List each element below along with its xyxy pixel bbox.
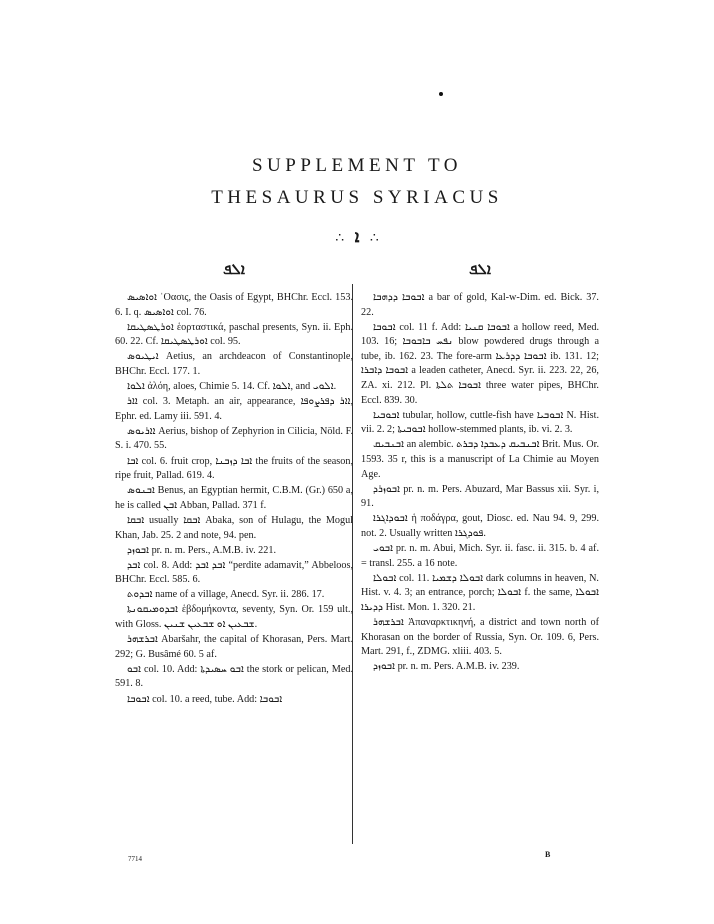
dictionary-entry: ܐܘܪܛܣܛܝܩܐ ἑορταστικά, paschal presents, Syn. ii. Eph. 60. 22. Cf. ܐܘܪܛܣܛܝܩܐ col. 95.	[115, 321, 353, 348]
dictionary-entry: ܐܠܘܐ ἀλόη, aloes, Chimie 5. 14. Cf. ܐܠܘܐ, and ܐܠܘܝ.	[127, 381, 337, 393]
dictionary-entry: ܐܒܘܒܐ col. 11 f. Add: ܐܒܘܒܐ ܩܢܝܐ a hollow reed, Med. 103. 16; ܢܦܚ ܒܐܒܘܒܐ blow powdered drugs through a tube, ib. 162. 23. The fore-arm ܐܒܘܒܐ ܕܕܪܥܐ ib. 131. 12; ܐܒܘܒܐ ܕܐܒܪܐ a leaden catheter, Anecd. Syr. ii. 223. 22, 26, ZA. xi. 212. Pl. ܐܒܘܒܐ ܬܠܬܐ three water pipes, BHChr. Eccl. 839. 30.	[361, 321, 600, 406]
dictionary-entry: ܐܒܢܒܝܩ an alembic. ܐܒܢܒܝܩ ܕܥܒܕܐ ܕܒܪܬ Brit. Mus. Or. 1593. 35 r, this is a manuscript of La Chimie au Moyen Age.	[361, 439, 600, 480]
dictionary-entry: ܐܒܘܒܐ ܕܕܗܒܐ a bar of gold, Kal-w-Dim. ed. Bick. 37. 22.	[361, 292, 599, 318]
dictionary-entry: ܐܒܩܐ usually ܐܒܩܐ Abaka, son of Hulagu, the Mogul Khan, Jab. 25. 2 and note, 94. pen.	[115, 514, 353, 541]
right-column	[361, 262, 599, 675]
dictionary-entry: ܐܒܕܘܬ name of a village, Anecd. Syr. ii. 286. 17.	[127, 589, 325, 601]
page-title-line2: THESAURUS SYRIACUS	[211, 187, 503, 208]
ornament-right: ∴	[369, 230, 379, 246]
left-column	[115, 262, 353, 708]
dictionary-entry: ܐܒܪܫܗܪ Ἀπαναρκτικηνή, a district and town north of Khorasan on the border of Russia, Syn. Or. 109. 6, Pers. Mart. 291, f., ZDMG. xliii. 403. 5.	[361, 617, 599, 658]
dictionary-entry: ܐܝܛܝܘܣ Aetius, an archdeacon of Constantinople, BHChr. Eccl. 177. 1.	[115, 351, 353, 377]
printer-signature: 7714	[128, 855, 142, 863]
dictionary-entry: ܐܒܕ col. 8. Add: ܐܒܕ ܐܒܕ “perdite adamavit,” Abbeloos, BHChr. Eccl. 585. 6.	[115, 559, 354, 586]
left-column-heading: ܐܠܦ	[222, 260, 246, 278]
dictionary-entry: ܐܒܘܙܪܕ pr. n. m. Pers. Abuzard, Mar Bassus xii. Syr. i, 91.	[361, 483, 599, 510]
ornament-mark: ܐ	[354, 227, 360, 247]
sheet-mark: B	[545, 850, 551, 859]
dictionary-entry: ܐܒܘܙܕ pr. n. m. Pers., A.M.B. iv. 221.	[127, 544, 276, 556]
ink-dot	[439, 92, 443, 96]
dictionary-entry: ܐܒܢܘܣ Benus, an Egyptian hermit, C.B.M. (Gr.) 650 a, he is called ܐܒܢ Abban, Pallad. 371 f.	[115, 485, 353, 511]
dictionary-entry: ܐܘܐܣܝܣ ˈΟασις, the Oasis of Egypt, BHChr. Eccl. 153. 6. I. q. ܐܘܐܣܝܣ col. 76.	[115, 292, 353, 318]
title-ornament	[0, 227, 714, 247]
dictionary-entry: ܐܒܐ col. 6. fruit crop, ܐܒܐ ܕܙܒܢܐ the fruits of the season, ripe fruit, Pallad. 619. 4.	[115, 455, 354, 482]
dictionary-entry: ܐܒܘܝ pr. n. m. Abui, Mich. Syr. ii. fasc. ii. 315. b. 4 af. = transl. 255. a 16 note.	[361, 543, 599, 569]
dictionary-entry: ܐܒܘܠܐ col. 11. ܐܒܘܠܐ ܕܫܡܝܐ dark columns in heaven, N. Hist. v. 4. 3; an entrance, porch; ܐܒܘܠܐ f. the same, ܐܒܘܠܐ ܕܕܝܪܐ Hist. Mon. 1. 320. 21.	[361, 572, 599, 613]
dictionary-entry: ܐܒܘ col. 10. Add: ܐܒܘ ܚܣܝܕܬܐ the stork or pelican, Med. 591. 8.	[115, 663, 353, 690]
right-column-heading: ܐܠܦ	[468, 260, 492, 278]
page-title-line1: SUPPLEMENT TO	[251, 155, 462, 176]
dictionary-entry: ܐܒܘܒܐ col. 10. a reed, tube. Add: ܐܒܘܒܐ	[127, 693, 283, 705]
dictionary-entry: ܐܒܪܫܗܪ Abaršahr, the capital of Khorasan, Pers. Mart. 292; G. Busâmé 60. 5 af.	[115, 634, 353, 660]
dictionary-entry: ܐܒܕܘܡܝܩܘܢܬܐ ἑβδομήκοντα, seventy, Syn. Or. 159 ult., with Gloss. ܫܒܥܝܢ ܐܘ ܫܒܥܝܢ ܫܢܝܢ.	[115, 604, 353, 631]
dictionary-entry: ܐܒܘܙܕ pr. n. m. Pers. A.M.B. iv. 239.	[373, 661, 520, 673]
dictionary-entry: ܐܐܪ col. 3. Metaph. an air, appearance, ܐܐܪ ܕܦܪܨܘܦܐ, Ephr. ed. Lamy iii. 591. 4.	[115, 396, 353, 422]
dictionary-entry: ܐܐܪܝܘܣ Aerius, bishop of Zephyrion in Cilicia, Nöld. F. S. i. 470. 55.	[115, 425, 353, 452]
dictionary-entry: ܐܒܘܒܝܐ tubular, hollow, cuttle-fish have ܐܒܘܒܝܐ N. Hist. vii. 2. 2; ܐܒܘܒܝܬܐ hollow-stemmed plants, ib. vi. 2. 3.	[361, 409, 600, 436]
ornament-left: ∴	[335, 230, 345, 246]
dictionary-entry: ܐܒܘܕܐܓܪܐ ἡ ποδάγρα, gout, Diosc. ed. Nau 94. 9, 299. not. 2. Usually written ܦܘܕܓܪܐ.	[361, 513, 599, 539]
